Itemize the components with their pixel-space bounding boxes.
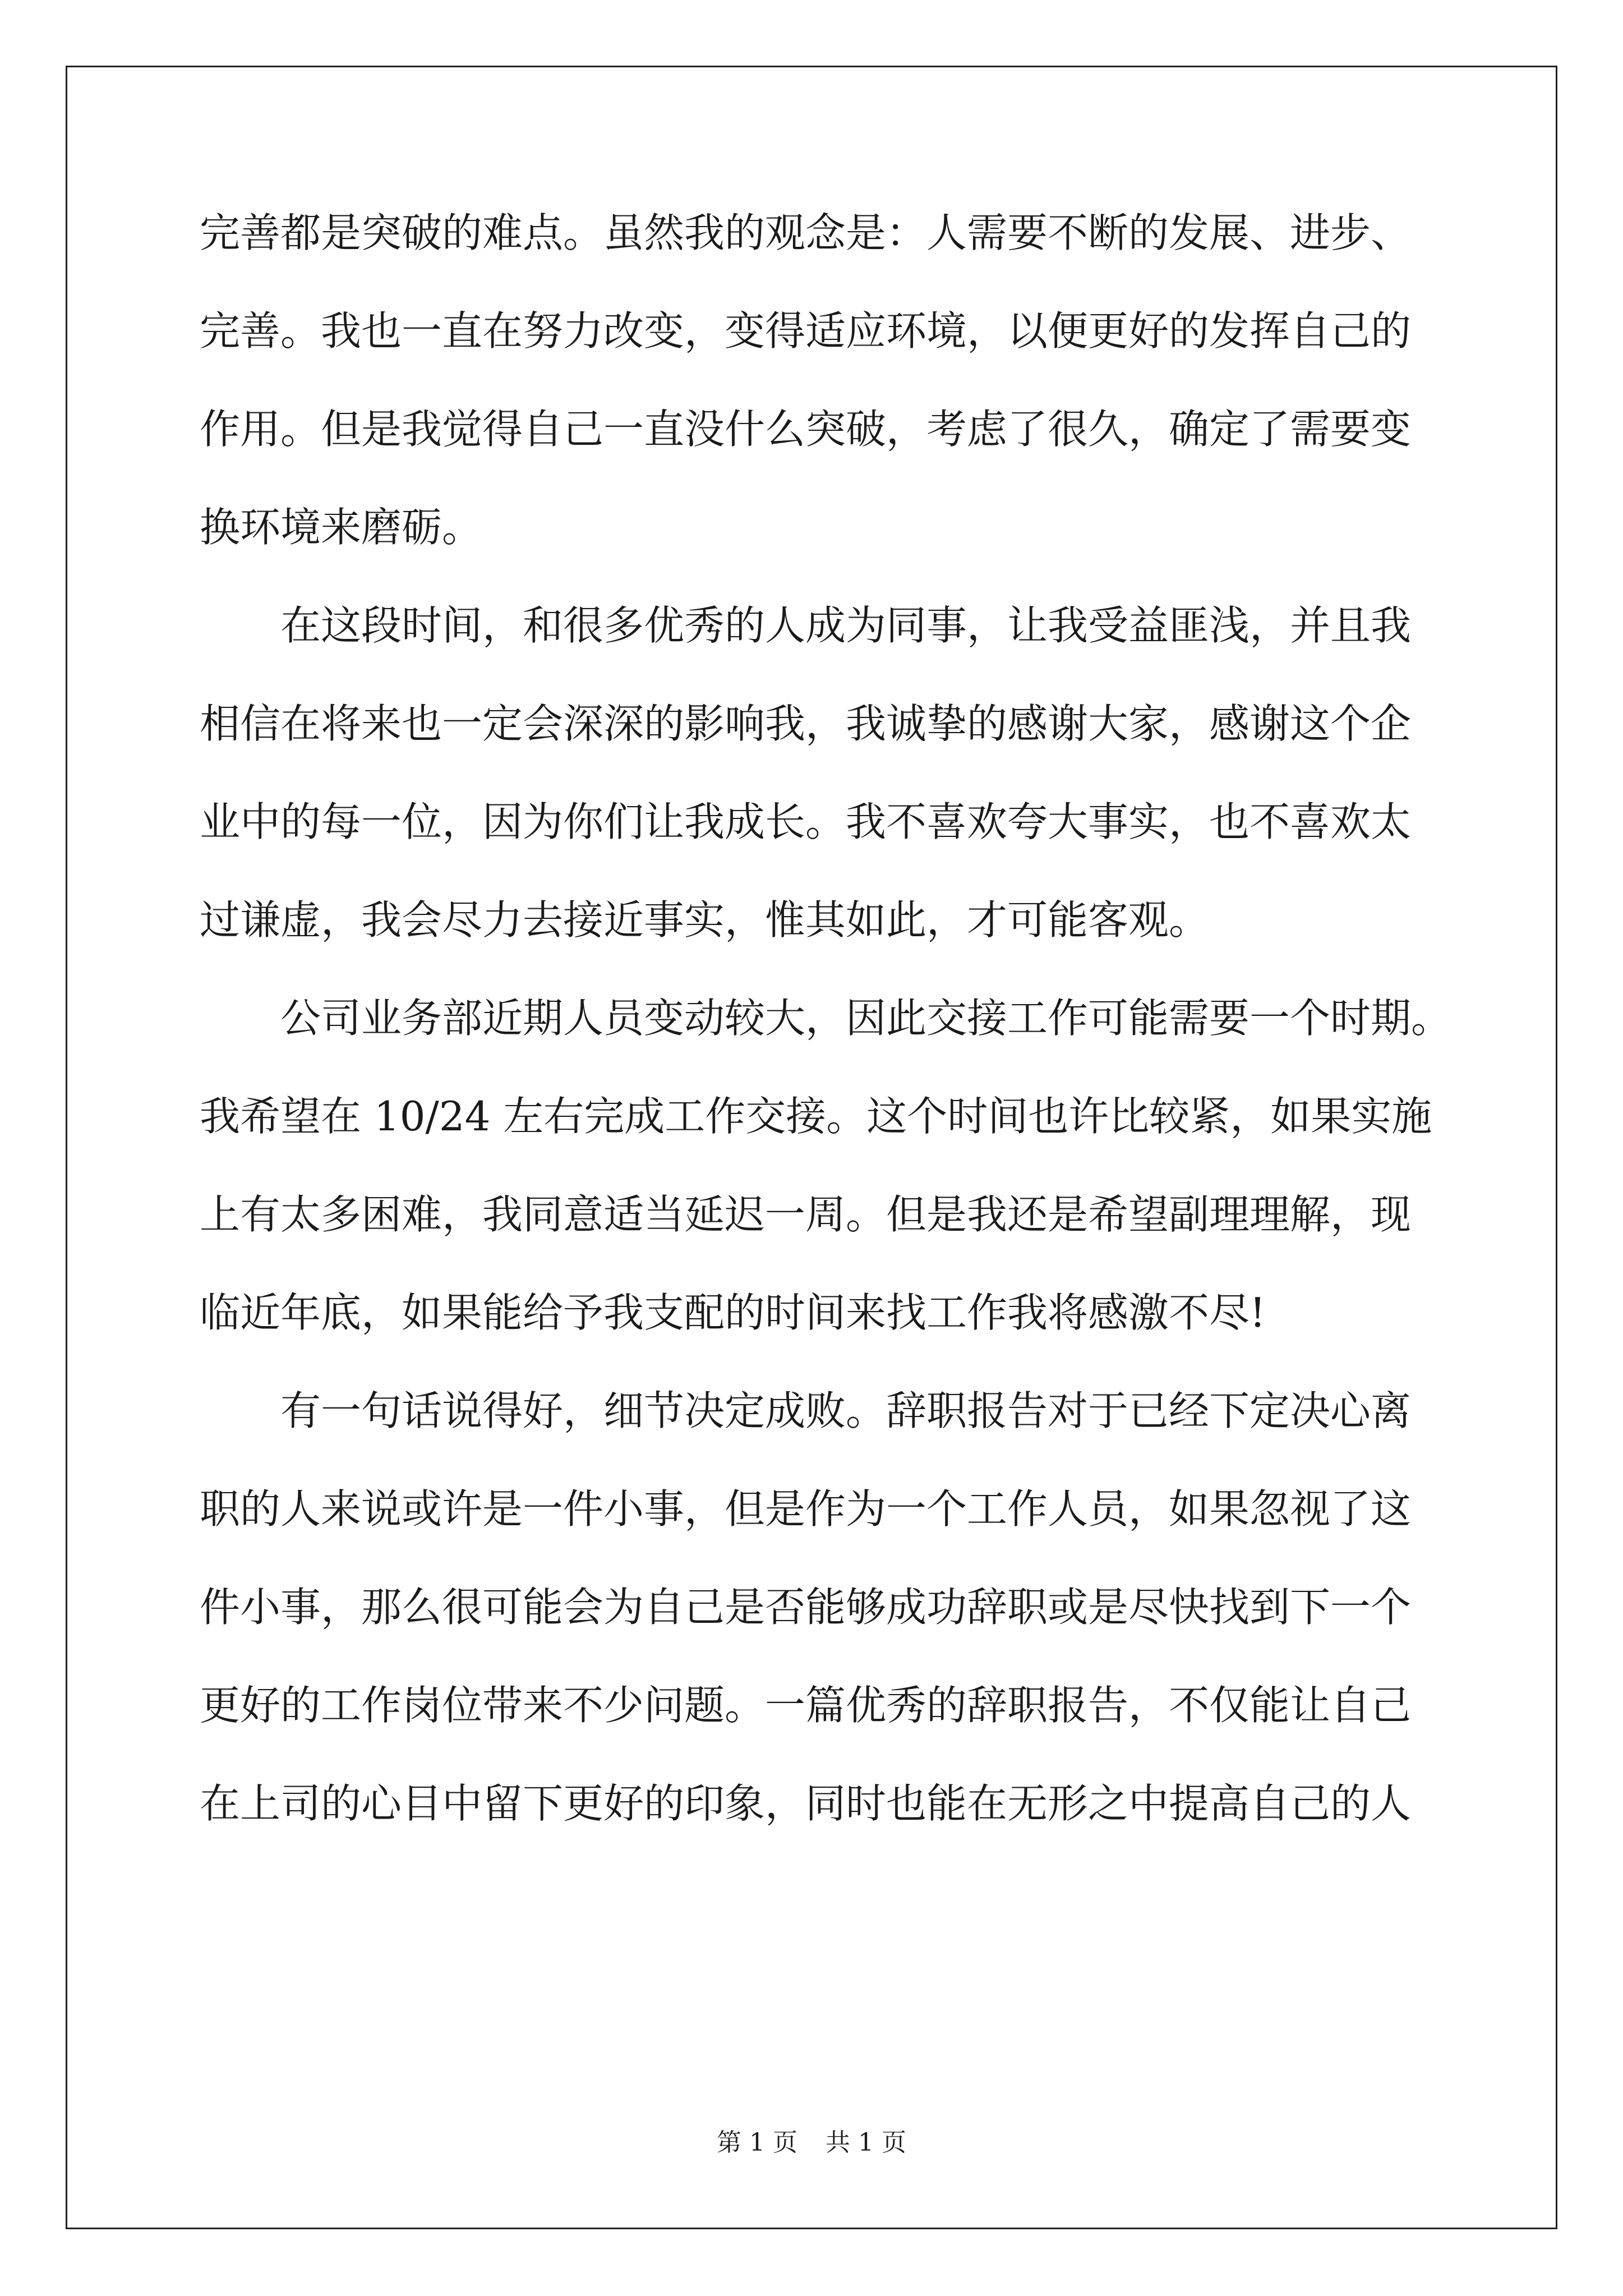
text-line: 职的人来说或许是一件小事，但是作为一个工作人员，如果忽视了这 [200,1485,1412,1533]
text-line: 换环境来磨砺。 [200,504,483,551]
page-footer [0,2126,1623,2160]
text-line: 我希望在 10/24 左右完成工作交接。这个时间也许比较紧，如果实施 [200,1093,1432,1140]
text-line: 相信在将来也一定会深深的影响我，我诚挚的感谢大家，感谢这个企 [200,700,1412,747]
text-line: 件小事，那么很可能会为自己是否能够成功辞职或是尽快找到下一个 [200,1584,1412,1631]
paragraph-first-line: 公司业务部近期人员变动较大，因此交接工作可能需要一个时期。 [280,995,1452,1042]
text-line: 临近年底，如果能给予我支配的时间来找工作我将感激不尽! [200,1289,1266,1336]
paragraph-first-line: 在这段时间，和很多优秀的人成为同事，让我受益匪浅，并且我 [280,602,1412,649]
text-line: 更好的工作岗位带来不少问题。一篇优秀的辞职报告，不仅能让自己 [200,1682,1412,1729]
text-line: 业中的每一位，因为你们让我成长。我不喜欢夸大事实，也不喜欢太 [200,798,1412,845]
text-line: 过谦虚，我会尽力去接近事实，惟其如此，才可能客观。 [200,896,1210,944]
page-number: 第 1 页 [717,2128,797,2157]
page-border [66,66,1557,2229]
text-line: 作用。但是我觉得自己一直没什么突破，考虑了很久，确定了需要变 [200,406,1412,453]
text-line: 完善都是突破的难点。虽然我的观念是：人需要不断的发展、进步、 [200,209,1412,256]
text-line: 在上司的心目中留下更好的印象，同时也能在无形之中提高自己的人 [200,1780,1412,1827]
text-line: 完善。我也一直在努力改变，变得适应环境，以便更好的发挥自己的 [200,307,1412,355]
paragraph-first-line: 有一句话说得好，细节决定成败。辞职报告对于已经下定决心离 [280,1387,1412,1434]
text-line: 上有太多困难，我同意适当延迟一周。但是我还是希望副理理解，现 [200,1191,1412,1238]
page-total: 共 1 页 [826,2128,906,2157]
